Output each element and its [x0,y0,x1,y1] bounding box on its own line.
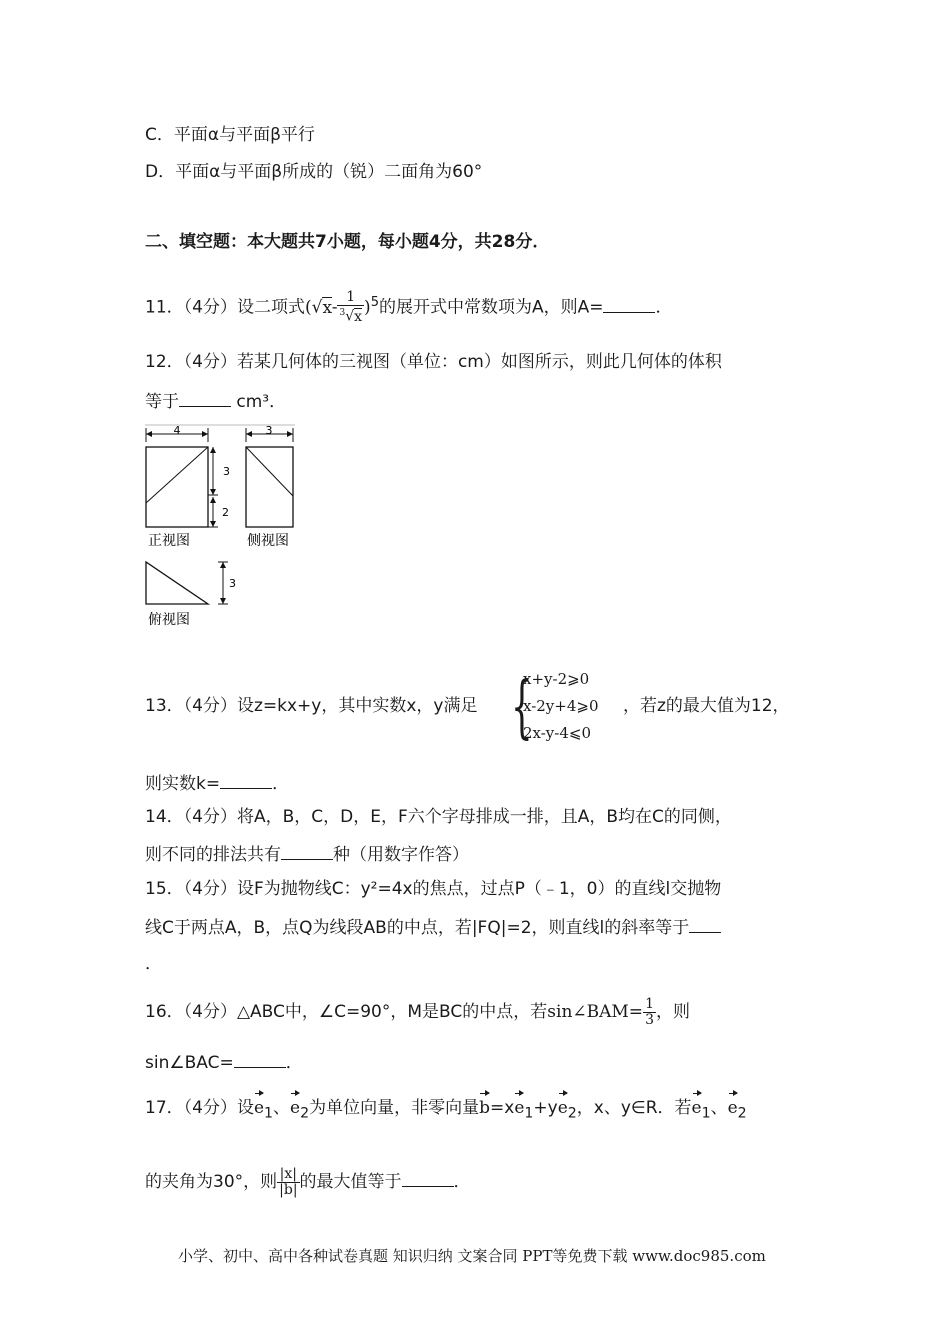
question-14-line1: 14．（4分）将A，B，C，D，E，F六个字母排成一排，且A，B均在C的同侧， [145,807,732,827]
q11-answer-blank[interactable] [603,294,655,313]
question-15-line1: 15．（4分）设F为抛物线C：y²=4x的焦点，过点P（﹣1，0）的直线l交抛物 [145,879,722,899]
q11-paren-open: ( [304,297,312,318]
q11-fraction: $\frac{1}{^3√x}$ [339,289,363,325]
q13-constraint-system: { x+y-2⩾0 x-2y+4⩾0 2x-y-4⩽0 [511,668,599,747]
three-view-figure [140,420,300,630]
section-title: 二、填空题：本大题共7小题，每小题4分，共28分． [145,232,550,252]
front-view-diagonal [146,447,208,503]
q16-fraction: $\frac{1}{3}$ [645,995,654,1028]
q11-prefix: 11．（4分）设二项式 [145,297,305,318]
q11-sqrt: √x [311,297,332,318]
q17-fraction: $\frac{|x|}{|b|}$ [279,1165,298,1198]
front-width-label: 4 [173,424,181,437]
front-h1-label: 3 [223,465,230,478]
side-view-label: 侧视图 [247,533,289,549]
top-height-label: 3 [229,577,236,590]
q16-answer-blank[interactable] [234,1049,286,1068]
page-footer: 小学、初中、高中各种试卷真题 知识归纳 文案合同 PPT等免费下载 www.doc985.com [178,1247,766,1265]
question-17-line2: 的夹角为30°，则 $\frac{|x|}{|b|}$ 的最大值等于 ． [145,1165,471,1198]
option-d: D．平面α与平面β所成的（锐）二面角为60° [145,162,483,182]
question-12-line2: 等于 cm³． [145,388,286,414]
front-h2-label: 2 [222,506,229,519]
question-13-line2: 则实数k= ． [145,770,289,796]
top-view-label: 俯视图 [148,612,190,628]
q11-suffix: 的展开式中常数项为A，则A= [378,297,604,318]
side-view-diagonal [246,447,293,496]
question-12-line1: 12．（4分）若某几何体的三视图（单位：cm）如图所示，则此几何体的体积 [145,352,722,372]
question-13-prefix: 13．（4分）设z=kx+y，其中实数x，y满足 [145,696,478,716]
question-13-suffix: ，若z的最大值为12， [623,696,790,716]
question-11: 11．（4分）设二项式(√x- $\frac{1}{^3√x}$ )$^5$的展开式中常数项为A，则A= ． [145,289,673,325]
front-view-rect [146,447,208,527]
q13-constraint-3: 2x-y-4⩽0 [523,724,592,742]
front-view-label: 正视图 [148,533,190,549]
question-14-line2: 则不同的排法共有 种（用数字作答） [145,841,469,867]
option-c: C．平面α与平面β平行 [145,125,315,145]
question-16-line2: sin∠BAC= ． [145,1049,303,1075]
q15-answer-blank[interactable] [689,914,721,933]
q13-constraint-2: x-2y+4⩾0 [523,697,599,715]
side-width-label: 3 [265,424,273,437]
q11-exponent: 5 [370,295,379,310]
question-15-line2: 线C于两点A，B，点Q为线段AB的中点，若|FQ|=2，则直线l的斜率等于 [145,914,721,940]
q14-answer-blank[interactable] [281,841,333,860]
question-16-line1: 16．（4分）△ABC中，∠C=90°，M是BC的中点，若sin∠BAM= $\frac{1}{3}$ ，则 [145,995,690,1028]
question-15-line3: ． [145,954,162,974]
q12-answer-blank[interactable] [179,388,231,407]
q13-answer-blank[interactable] [220,770,272,789]
q13-constraint-1: x+y-2⩾0 [523,670,590,688]
q17-answer-blank[interactable] [402,1168,454,1187]
top-view-triangle [146,562,208,604]
side-view-rect [246,447,293,527]
question-17-line1: 17．（4分）设$e_1$、$e_2$为单位向量，非零向量$b=xe_1+ye_2$，x、y∈R．若$e_1$、$e_2$ [145,1098,747,1122]
